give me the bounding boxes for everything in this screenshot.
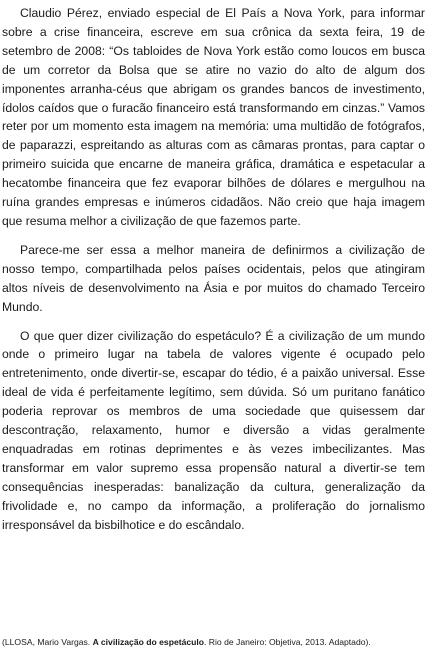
- paragraph-3: O que quer dizer civilização do espetáculo? É a civilização de um mundo onde o primeiro lugar na tabela de valores vigente é ocupado pelo entretenimento, onde divertir-se, escapar do tédio, é a paixão universal. Esse ideal de vida é perfeitamente legítimo, sem dúvida. Só um puritano fanático poderia reprovar os membros de uma sociedade que quisessem dar descontração, relaxamento, humor e diversão a vidas geralmente enquadradas em rotinas deprimentes e às vezes imbecilizantes. Mas transformar em valor supremo essa propensão natural a divertir-se tem consequências inesperadas: banalização da cultura, generalização da frivolidade e, no campo da informação, a proliferação do jornalismo irresponsável da bisbilhotice e do escândalo.: [2, 328, 425, 532]
- source-reference: [2, 636, 425, 649]
- paragraph-1: Claudio Pérez, enviado especial de El País a Nova York, para informar sobre a crise financeira, escreve em sua crônica da sexta feira, 19 de setembro de 2008: “Os tabloides de Nova York estão como loucos em busca de um corretor da Bolsa que se atire no vazio do alto de algum dos imponentes arranha-céus que abrigam os grandes bancos de investimento, ídolos caídos que o furacão financeiro está transformando em cinzas.” Vamos reter por um momento esta imagem na memória: uma multidão de fotógrafos, de paparazzi, espreitando as alturas com as câmaras prontas, para captar o primeiro suicida que encarne de maneira gráfica, dramática e espetacular a hecatombe financeira que fez evaporar bilhões de dólares e mergulhou na ruína grandes empresas e inúmeros cidadãos. Não creio que haja imagem que resuma melhor a civilização de que fazemos parte.: [2, 6, 425, 228]
- reference-book-title: A civilização do espetáculo: [92, 637, 205, 647]
- reference-prefix: (LLOSA, Mario Vargas.: [2, 637, 93, 647]
- paragraph-2: Parece-me ser essa a melhor maneira de definirmos a civilização de nosso tempo, compartilhada pelos países ocidentais, pelos que atingiram altos níveis de desenvolvimento na Ásia e por muitos do chamado Terceiro Mundo.: [2, 242, 425, 314]
- article-text: [2, 4, 425, 534]
- reference-suffix: . Rio de Janeiro: Objetiva, 2013. Adaptado).: [204, 637, 371, 647]
